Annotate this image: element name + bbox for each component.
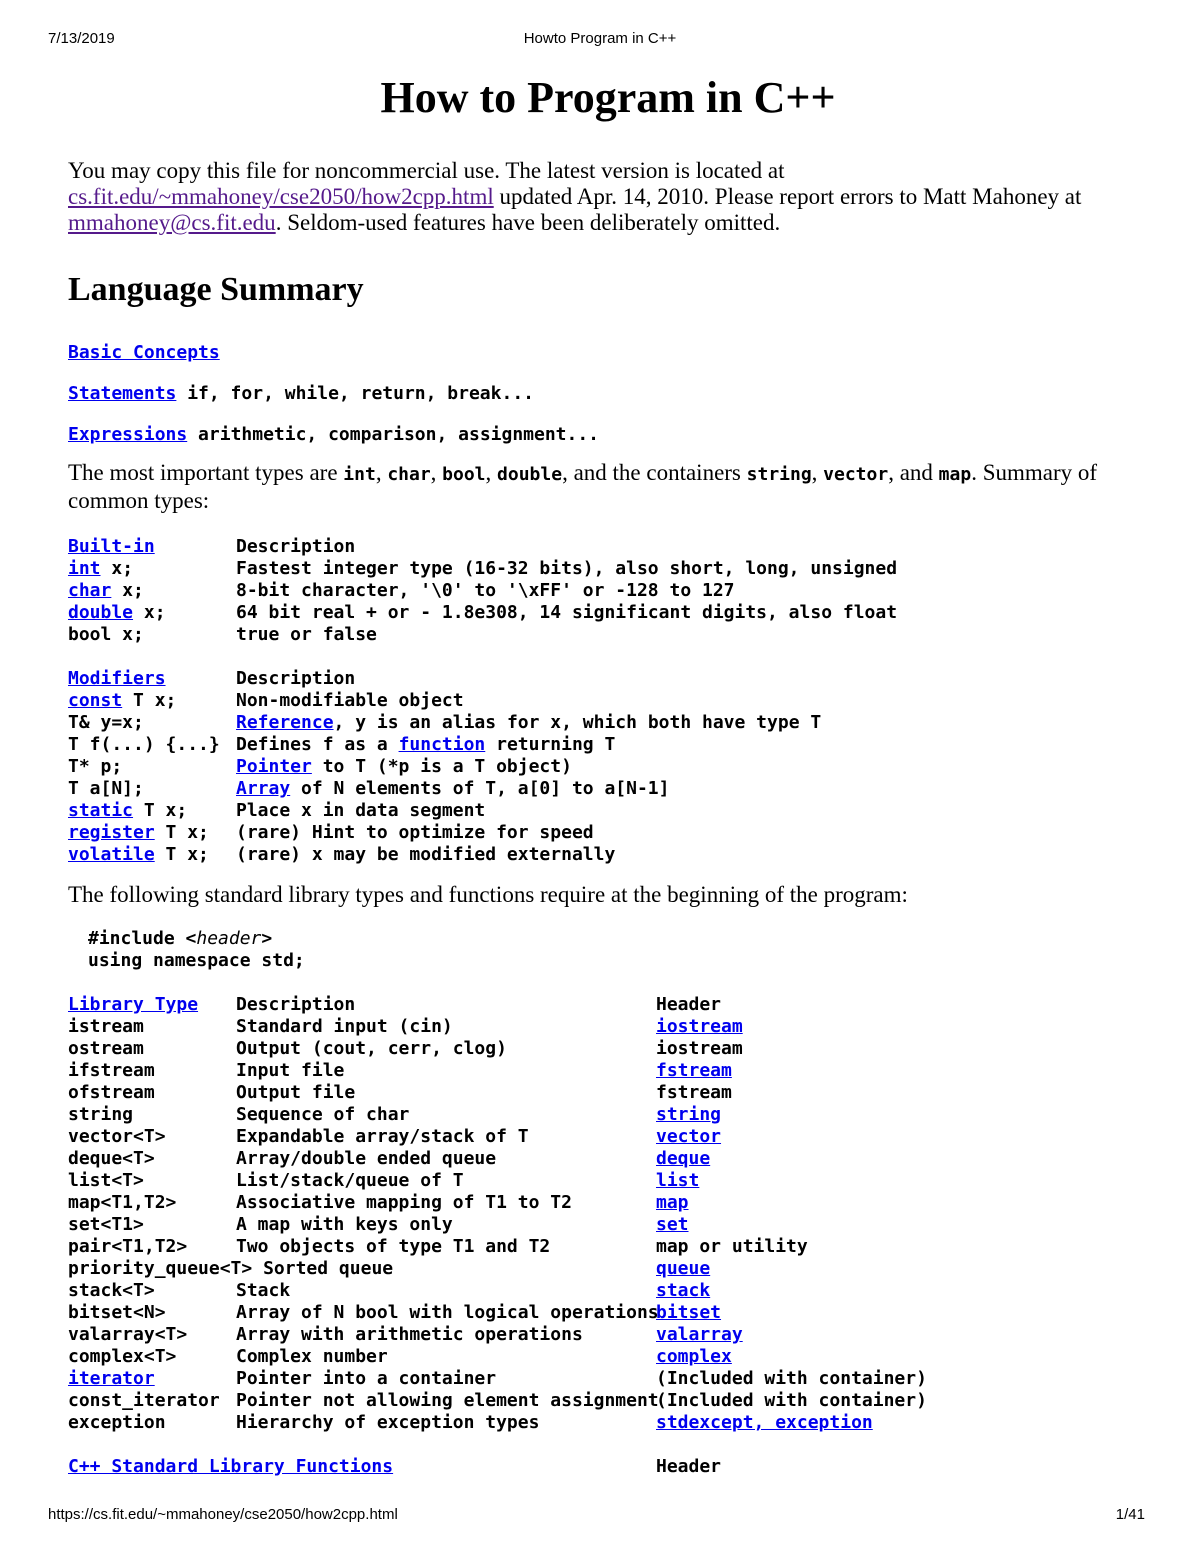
library-rows [68, 1016, 1148, 1434]
table-row [68, 800, 1148, 822]
library-desc: Associative mapping of T1 to T2 [236, 1192, 572, 1213]
library-desc: Array of N bool with logical operations [236, 1302, 659, 1323]
modifier-desc: to T (*p is a T object) [311, 756, 572, 777]
intro-text-2: updated Apr. 14, 2010. Please report errors to Matt Mahoney at [493, 184, 1082, 209]
header-link[interactable]: deque [656, 1148, 711, 1169]
table-row [68, 558, 1148, 580]
modifier-decl: T x; [154, 822, 209, 843]
table-row [68, 1258, 1148, 1280]
modifier-desc: of N elements of T, a[0] to a[N-1] [290, 778, 670, 799]
types-paragraph [68, 460, 1148, 514]
table-row [68, 1126, 1148, 1148]
table-row [68, 712, 1148, 734]
header-link[interactable]: list [656, 1170, 700, 1191]
types-text: , [485, 460, 498, 485]
table-row [68, 1412, 1148, 1434]
types-text: , [811, 460, 824, 485]
modifier-decl: T& y=x; [68, 712, 144, 733]
page-title: How to Program in C++ [380, 73, 836, 122]
print-footer-page: 1/41 [1115, 1506, 1145, 1523]
library-type: stack<T> [68, 1280, 155, 1301]
table-row [68, 1302, 1148, 1324]
table-row [68, 822, 1148, 844]
summary-basic [68, 342, 1148, 364]
library-type: pair<T1,T2> [68, 1236, 188, 1257]
builtin-desc: 8-bit character, '\0' to '\xFF' or -128 to 127 [236, 580, 735, 601]
summary-expressions [68, 424, 1148, 446]
library-desc: Hierarchy of exception types [236, 1412, 540, 1433]
register-link[interactable]: register [68, 822, 155, 843]
functions-header-row [68, 1456, 1148, 1478]
types-text: . Summary of common types: [68, 460, 1098, 513]
char-link[interactable]: char [68, 580, 112, 601]
type-string: string [746, 464, 812, 485]
section-heading: Language Summary [68, 271, 364, 308]
expressions-link[interactable]: Expressions [68, 424, 188, 445]
table-row [68, 1016, 1148, 1038]
library-desc: Output file [236, 1082, 356, 1103]
library-desc: Stack [236, 1280, 291, 1301]
header-name: fstream [656, 1082, 732, 1103]
library-type: deque<T> [68, 1148, 155, 1169]
static-link[interactable]: static [68, 800, 134, 821]
builtin-decl: x; [111, 580, 144, 601]
library-desc: Output (cout, cerr, clog) [236, 1038, 507, 1059]
library-desc: A map with keys only [236, 1214, 453, 1235]
header-link[interactable]: iostream [656, 1016, 743, 1037]
include-directive: #include < [88, 928, 197, 949]
library-type: complex<T> [68, 1346, 177, 1367]
header-link[interactable]: bitset [656, 1302, 722, 1323]
stdlib-paragraph: The following standard library types and functions require at the beginning of the program: [68, 882, 908, 907]
iterator-link[interactable]: iterator [68, 1368, 155, 1389]
library-desc: Input file [236, 1060, 345, 1081]
builtin-header-row [68, 536, 1148, 558]
library-header-row [68, 994, 1148, 1016]
include-code-block [68, 928, 1148, 972]
library-type: map<T1,T2> [68, 1192, 177, 1213]
statements-desc: if, for, while, return, break... [176, 383, 534, 404]
document-body [68, 72, 1148, 1478]
library-type-link[interactable]: Library Type [68, 994, 199, 1015]
modifiers-table [68, 668, 1148, 866]
library-desc: Pointer into a container [236, 1368, 497, 1389]
table-row [68, 778, 1148, 800]
type-double: double [497, 464, 563, 485]
library-desc: Array with arithmetic operations [236, 1324, 583, 1345]
header-link[interactable]: fstream [656, 1060, 732, 1081]
header-link[interactable]: queue [656, 1258, 711, 1279]
header-link[interactable]: stack [656, 1280, 711, 1301]
print-footer-url: https://cs.fit.edu/~mmahoney/cse2050/how2cpp.html [48, 1506, 398, 1523]
modifier-desc: returning T [485, 734, 616, 755]
table-row [68, 690, 1148, 712]
type-map: map [938, 464, 972, 485]
modifier-desc: (rare) Hint to optimize for speed [236, 822, 594, 843]
print-header-title: Howto Program in C++ [523, 30, 677, 47]
builtin-desc: true or false [236, 624, 377, 645]
double-link[interactable]: double [68, 602, 134, 623]
intro-text-3: . Seldom-used features have been deliberately omitted. [275, 210, 781, 235]
header-name: (Included with container) [656, 1368, 927, 1389]
table-row [68, 1060, 1148, 1082]
table-row [68, 602, 1148, 624]
function-link[interactable]: function [398, 734, 486, 755]
header-link[interactable]: valarray [656, 1324, 743, 1345]
types-text: , [375, 460, 388, 485]
library-desc: Sequence of char [236, 1104, 410, 1125]
basic-concepts-link[interactable]: Basic Concepts [68, 342, 220, 363]
table-row [68, 1280, 1148, 1302]
library-type: ifstream [68, 1060, 155, 1081]
library-desc: Complex number [236, 1346, 388, 1367]
library-desc-header: Description [236, 994, 356, 1015]
library-type: set<T1> [68, 1214, 144, 1235]
builtin-desc: 64 bit real + or - 1.8e308, 14 significant digits, also float [236, 602, 898, 623]
array-link[interactable]: Array [236, 778, 291, 799]
intro-paragraph [68, 158, 1148, 236]
header-name: iostream [656, 1038, 743, 1059]
types-text: , and the containers [562, 460, 747, 485]
builtin-decl: x; [133, 602, 166, 623]
header-link[interactable]: set [656, 1214, 689, 1235]
builtin-link[interactable]: Built-in [68, 536, 155, 557]
library-type: istream [68, 1016, 144, 1037]
expressions-desc: arithmetic, comparison, assignment... [187, 424, 600, 445]
table-row [68, 624, 1148, 646]
library-desc: Expandable array/stack of T [236, 1126, 529, 1147]
table-row [68, 1390, 1148, 1412]
type-int: int [343, 464, 376, 485]
summary-statements [68, 383, 1148, 405]
library-type: exception [68, 1412, 166, 1433]
table-row [68, 1104, 1148, 1126]
library-type: const_iterator [68, 1390, 220, 1411]
header-name: map or utility [656, 1236, 808, 1257]
table-row [68, 1170, 1148, 1192]
modifiers-header-row [68, 668, 1148, 690]
table-row [68, 1082, 1148, 1104]
type-char: char [387, 464, 431, 485]
modifier-decl: T x; [154, 844, 209, 865]
library-type: bitset<N> [68, 1302, 166, 1323]
source-url-link[interactable]: cs.fit.edu/~mmahoney/cse2050/how2cpp.html [68, 184, 494, 209]
type-vector: vector [823, 464, 889, 485]
table-row [68, 1038, 1148, 1060]
print-header-date: 7/13/2019 [48, 30, 115, 47]
table-row [68, 844, 1148, 866]
builtin-decl: bool x; [68, 624, 144, 645]
intro-text-1: You may copy this file for noncommercial use. The latest version is located at [68, 158, 785, 183]
header-link[interactable]: stdexcept, exception [656, 1412, 873, 1433]
library-desc: Array/double ended queue [236, 1148, 497, 1169]
table-row [68, 1346, 1148, 1368]
header-link[interactable]: vector [656, 1126, 722, 1147]
pointer-link[interactable]: Pointer [236, 756, 312, 777]
table-row [68, 734, 1148, 756]
modifier-decl: T a[N]; [68, 778, 144, 799]
int-link[interactable]: int [68, 558, 101, 579]
include-header-placeholder: header [196, 928, 262, 949]
table-row [68, 1324, 1148, 1346]
library-type: string [68, 1104, 134, 1125]
table-row [68, 1192, 1148, 1214]
volatile-link[interactable]: volatile [68, 844, 155, 865]
statements-link[interactable]: Statements [68, 383, 177, 404]
modifier-desc: , y is an alias for x, which both have type T [333, 712, 822, 733]
table-row [68, 580, 1148, 602]
modifiers-desc-header: Description [236, 668, 356, 689]
types-text: , [430, 460, 443, 485]
table-row [68, 1148, 1148, 1170]
table-row [68, 1214, 1148, 1236]
table-row [68, 1236, 1148, 1258]
library-type: ostream [68, 1038, 144, 1059]
library-type: valarray<T> [68, 1324, 188, 1345]
stdlib-functions-link[interactable]: C++ Standard Library Functions [68, 1456, 394, 1477]
builtin-decl: x; [100, 558, 134, 579]
header-link[interactable]: map [656, 1192, 689, 1213]
builtin-table [68, 536, 1148, 646]
builtin-desc-header: Description [236, 536, 356, 557]
library-type: ofstream [68, 1082, 155, 1103]
library-type: priority_queue<T> [68, 1258, 253, 1279]
modifier-desc: (rare) x may be modified externally [236, 844, 616, 865]
types-text: , and [888, 460, 939, 485]
modifier-desc: Defines f as a [236, 734, 399, 755]
modifier-decl: T x; [133, 800, 188, 821]
functions-header-label: Header [656, 1456, 722, 1477]
library-type: list<T> [68, 1170, 144, 1191]
library-desc: Two objects of type T1 and T2 [236, 1236, 551, 1257]
include-directive-end: > [261, 928, 273, 949]
modifier-decl: T f(...) {...} [68, 734, 220, 755]
email-link[interactable]: mmahoney@cs.fit.edu [68, 210, 276, 235]
types-text: The most important types are [68, 460, 344, 485]
builtin-desc: Fastest integer type (16-32 bits), also short, long, unsigned [236, 558, 898, 579]
library-type: vector<T> [68, 1126, 166, 1147]
library-table [68, 994, 1148, 1434]
library-desc: Sorted queue [252, 1258, 394, 1279]
library-header-header: Header [656, 994, 722, 1015]
modifier-decl: T x; [122, 690, 177, 711]
modifier-decl: T* p; [68, 756, 123, 777]
modifiers-link[interactable]: Modifiers [68, 668, 166, 689]
library-desc: Standard input (cin) [236, 1016, 453, 1037]
header-link[interactable]: complex [656, 1346, 732, 1367]
const-link[interactable]: const [68, 690, 123, 711]
table-row [68, 756, 1148, 778]
table-row [68, 1368, 1148, 1390]
using-namespace-line: using namespace std; [88, 950, 305, 971]
header-name: (Included with container) [656, 1390, 927, 1411]
library-desc: List/stack/queue of T [236, 1170, 464, 1191]
reference-link[interactable]: Reference [236, 712, 334, 733]
type-bool: bool [442, 464, 486, 485]
modifier-desc: Place x in data segment [236, 800, 486, 821]
modifier-desc: Non-modifiable object [236, 690, 464, 711]
header-link[interactable]: string [656, 1104, 722, 1125]
library-desc: Pointer not allowing element assignment [236, 1390, 659, 1411]
